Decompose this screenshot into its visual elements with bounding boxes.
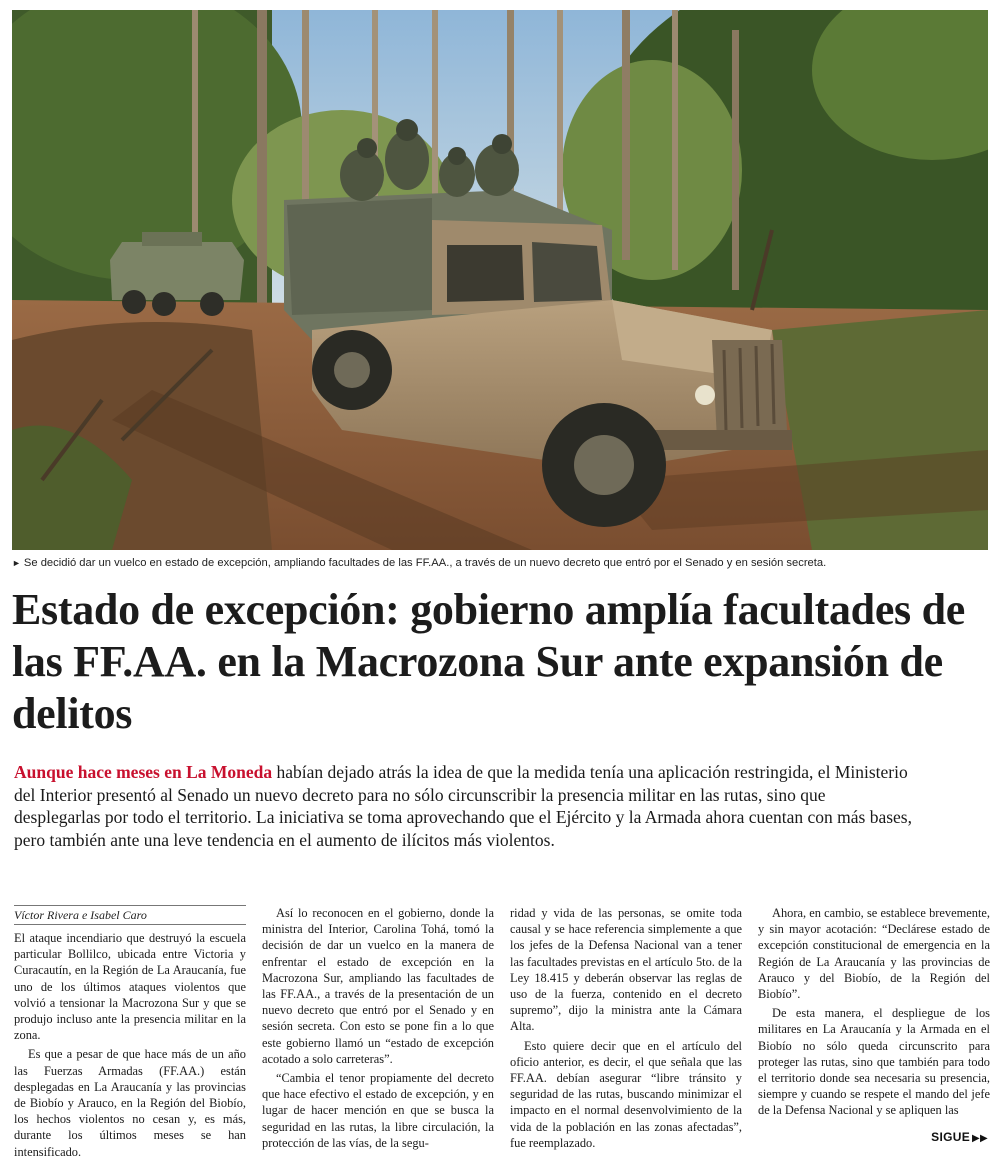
headline: Estado de excepción: gobierno amplía facultades de las FF.AA. en la Macrozona Sur ante expansión de delitos xyxy=(12,585,965,738)
article-column-2 xyxy=(262,905,494,1154)
paragraph: Ahora, en cambio, se establece brevemente, y sin mayor acotación: “Declárese estado de excepción constitucional de emergencia en la Región de La Araucanía y las provincias de Arauco y del Biobío, de la Región del Biobío”. xyxy=(758,906,990,1002)
paragraph: Esto quiere decir que en el artículo del oficio anterior, es decir, el que señala que las FF.AA. debían asegurar “libre tránsito y seguridad de las rutas, buscando minimizar el impacto en el normal desenvolvimiento de la vida de la población en las zonas afectadas”, fue reemplazado. xyxy=(510,1038,742,1150)
paragraph: El ataque incendiario que destruyó la escuela particular Bollilco, ubicada entre Victoria y Curacautín, en la Región de La Araucanía, fue uno de los últimos ataques violentos que volvió a tensionar la Macrozona Sur y que se produjo incluso ante la presencia militar en la zona. xyxy=(14,931,246,1043)
byline: Víctor Rivera e Isabel Caro xyxy=(14,908,147,922)
caption-text: Se decidió dar un vuelco en estado de excepción, ampliando facultades de las FF.AA., a través de un nuevo decreto que entró por el Senado y en sesión secreta. xyxy=(23,557,827,569)
paragraph: ridad y vida de las personas, se omite toda causal y se hace referencia simplemente a que los jefes de la Defensa Nacional van a tener las facultades previstas en el artículo 5to. de la Ley 18.415 y deberán observar las reglas de uso de la fuerza, contenido en el decreto supremo”, dijo la ministra ante la Cámara Alta. xyxy=(510,906,742,1034)
military-truck-photo xyxy=(12,10,988,550)
photo-caption xyxy=(12,556,988,571)
lead-kicker: Aunque hace meses en La Moneda xyxy=(14,762,273,782)
paragraph: De esta manera, el despliegue de los militares en La Araucanía y la Armada en el Biobío no sólo queda circunscrito para proteger las rutas, sino que también para todo el territorio donde sea necesaria su presencia, siempre y cuando se respete el mando del jefe de la Defensa Nacional y se apliquen las xyxy=(758,1006,990,1118)
caption-arrow-icon: ► xyxy=(12,558,21,568)
byline-rule xyxy=(14,905,246,925)
continue-marker xyxy=(931,1130,988,1146)
double-arrow-icon: ▶▶ xyxy=(972,1133,988,1144)
continue-label: SIGUE xyxy=(931,1130,971,1144)
lead-photo xyxy=(12,10,988,550)
paragraph: “Cambia el tenor propiamente del decreto que hace efectivo el estado de excepción, y en lugar de hacer mención en que se busca la seguridad en las rutas, la libre circulación, la protección de las vías, de la segu- xyxy=(262,1071,494,1150)
paragraph: Es que a pesar de que hace más de un año las Fuerzas Armadas (FF.AA.) están desplegadas en La Araucanía y las provincias de Biobío y Arauco, en la Región del Biobío, los hechos violentos no cesan y, es más, durante los últimos meses se han intensificado. xyxy=(14,1047,246,1159)
lead-text: habían dejado atrás la idea de que la medida tenía una aplicación restringida, el Ministerio del Interior presentó al Senado un nuevo decreto para no sólo circunscribir la presencia militar en las rutas, sino que desplegarlas por todo el territorio. La iniciativa se toma aprovechando que el Ejército y la Armada ahora cuentan con más bases, pero también ante una leve tendencia en el aumento de ilícitos más violentos. xyxy=(14,762,912,850)
paragraph: Así lo reconocen en el gobierno, donde la ministra del Interior, Carolina Tohá, tomó la decisión de dar un vuelco en la manera de enfrentar el estado de excepción en la Macrozona Sur, ampliando las facultades de las FF.AA., a través de la presentación de un nuevo decreto que entró por el Senado y en sesión secreta. Con esto se pone fin a lo que este gobierno llamó un “estado de excepción acotado a solo carreteras”. xyxy=(262,906,494,1066)
article-column-3 xyxy=(510,905,742,1154)
lead-paragraph xyxy=(14,761,914,851)
article-column-4 xyxy=(758,905,990,1122)
article-column-1 xyxy=(14,905,246,1160)
